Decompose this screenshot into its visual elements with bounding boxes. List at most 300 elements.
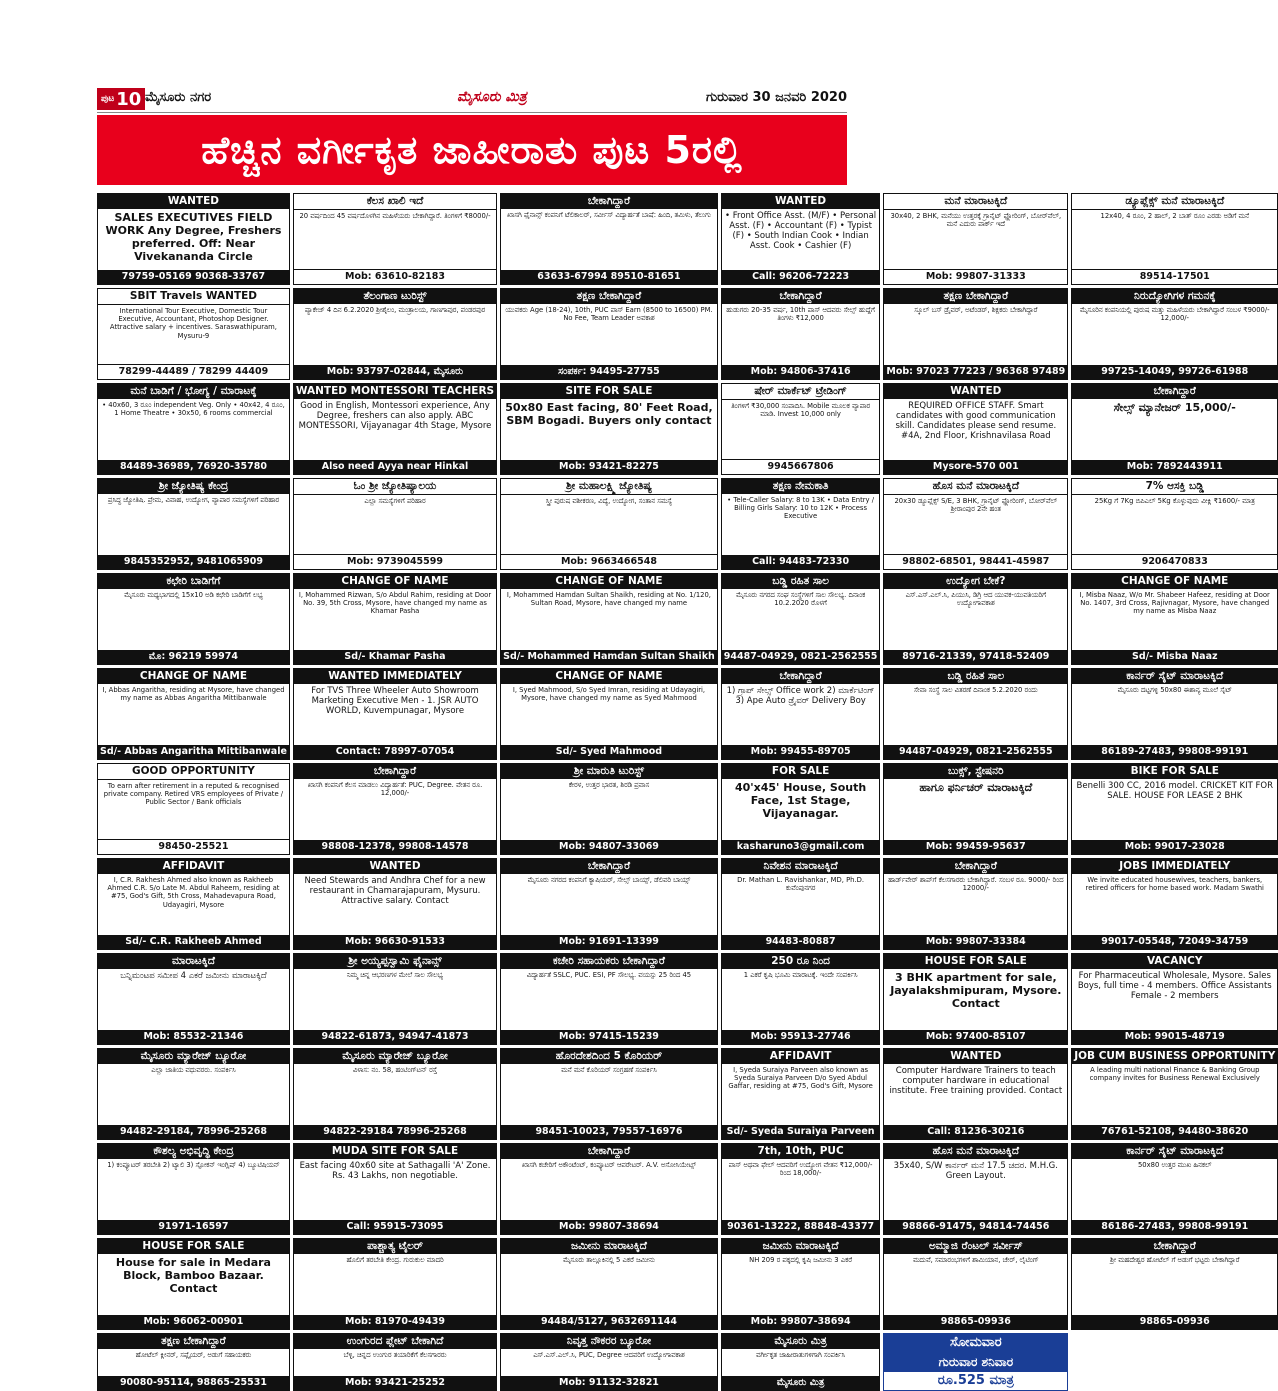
ad-contact: 9845352952, 9481065909: [98, 555, 289, 569]
ad-body: ಮೈಸೂರು ನಗರದ ಕಂಪನಿಗೆ ಕ್ಯಾಷಿಯರ್, ಸೇಲ್ಸ್ ಬಾಯ್ಸ್, ಡೆಲಿವರಿ ಬಾಯ್ಸ್: [527, 876, 691, 884]
classified-ad: [1071, 1048, 1278, 1140]
ad-contact: Sd/- Mohammed Hamdan Sultan Shaikh: [503, 651, 715, 662]
classified-ad: [1071, 573, 1278, 665]
ad-body: 40'x45' House, South Face, 1st Stage, Vijayanagar.: [734, 781, 867, 820]
classified-ad: [883, 1333, 1068, 1391]
ad-body: SALES EXECUTIVES FIELD WORK Any Degree, Freshers preferred. Off: Near Vivekananda Circle: [105, 211, 282, 263]
ad-title: ಮನೆ ಮಾರಾಟಕ್ಕಿದೆ: [884, 194, 1067, 210]
classified-ad: [1071, 288, 1278, 380]
classified-ad: [1071, 1238, 1278, 1330]
ad-title: CHANGE OF NAME: [1072, 574, 1277, 589]
ad-body: ಎಸ್.ಎಸ್.ಎಲ್.ಸಿ, PUC, Degree ಆದವರಿಗೆ ಉದ್ಯೋಗಾವಕಾಶ: [533, 1351, 685, 1359]
ad-title: JOB CUM BUSINESS OPPORTUNITY: [1074, 1050, 1276, 1062]
ad-body: 1) ಗ್ರಾಪ್ ಸೇಲ್ಸ್ Office work 2) ಮಾರ್ಕೆಟಿಂಗ್ 3) Ape Auto ಡ್ರೈವರ್ Delivery Boy: [726, 686, 875, 706]
ad-title: ಬೇಕಾಗಿದ್ದಾರೆ: [1072, 384, 1277, 399]
classified-ad: [97, 383, 290, 475]
ad-contact: 94822-61873, 94947-41873: [294, 1030, 496, 1044]
classified-ad: [97, 288, 290, 380]
ad-contact: Sd/- Khamar Pasha: [294, 650, 496, 664]
ad-body: ವಿದ್ಯಾರ್ಹತೆ SSLC, PUC. ESI, PF ಸೌಲಭ್ಯ. ವಯಸ್ಸು 25 ರಿಂದ 45: [526, 971, 692, 979]
classified-ad: [883, 953, 1068, 1045]
classified-ad: [883, 478, 1068, 570]
ad-contact: Also need Ayya near Hinkal: [294, 460, 496, 474]
ad-title: ಬಡ್ಡಿ ರಹಿತ ಸಾಲ: [722, 574, 880, 589]
classified-ad: [1071, 383, 1278, 475]
ad-body: ಖಾಸಗಿ ಫೈನಾನ್ಸ್ ಕಂಪನಿಗೆ ಟೆಲಿಕಾಲರ್, ಸರ್ವೀಸ್ ವಿದ್ಯಾರ್ಹತೆ ಬಾಷೆ: ಹಿಂದಿ, ತಮಿಳು, ತೆಲುಗು: [507, 211, 711, 219]
ad-contact: Sd/- C.R. Rakheeb Ahmed: [98, 935, 289, 949]
ad-body: ಖಾಸಗಿ ಕಂಪನಿಗೆ ಕೆಲಸ ಮಾಡಲು ವಿದ್ಯಾರ್ಹತೆ: PUC, Degree. ವೇತನ ರೂ. 12,000/-: [307, 781, 483, 798]
ad-body: 25Kg ಗೆ 7Kg ಬಿಪಿಎಲ್ 5Kg ಕೊಳ್ಳುವುದು ವೀಕ್ಲಿ ₹1600/- ಮಾತ್ರ: [1094, 497, 1255, 505]
ad-body: A leading multi national Finance & Banking Group company invites for Business Renewal Exclusively: [1089, 1066, 1260, 1083]
ad-title: ಪಾಶ್ಚಾತ್ಯ ಟೈಲರ್: [294, 1239, 496, 1254]
ad-title: ನಿವೃತ್ತ ನೌಕರರ ಬ್ಯೂರೋ: [501, 1334, 717, 1349]
ad-body: • Front Office Asst. (M/F) • Personal Asst. (F) • Accountant (F) • Typist (F) • South Indian Cook • Indian Asst. Cook • Cashier (F): [725, 211, 877, 251]
classified-ad: [97, 1238, 290, 1330]
ad-body: ಹಾರ್ಡ್‌ವೇರ್ ಶಾಪ್‌ಗೆ ಕೆಲಸಗಾರರು ಬೇಕಾಗಿದ್ದಾರೆ. ಸಂಬಳ ರೂ. 9000/- ರಿಂದ 12000/-: [888, 876, 1064, 893]
classified-ad: [883, 763, 1068, 855]
ad-body: REQUIRED OFFICE STAFF. Smart candidates with good communication skill. Candidates please send resume. #4A, 2nd Floor, Krishnavilasa Road: [895, 401, 1057, 441]
classified-ad: [883, 858, 1068, 950]
classified-ad: [500, 1238, 718, 1330]
ad-body: ಮೈಸೂರು ಮಧ್ಯಭಾಗದಲ್ಲಿ 15x10 ಅಡಿ ಕಛೇರಿ ಬಾಡಿಗೆಗೆ ಲಭ್ಯ: [124, 591, 263, 599]
ad-contact: Sd/- Abbas Angaritha Mittibanwale: [100, 746, 287, 757]
ad-contact: Mob: 94807-33069: [501, 840, 717, 854]
ad-title: ಕೆಲಸ ಖಾಲಿ ಇದೆ: [294, 194, 496, 210]
ad-body: ಶ್ರೀ ಮಹದೇಶ್ವರ ಹೋಟೆಲ್ ಗೆ ಅಡುಗೆ ಭಟ್ಟರು ಬೇಕಾಗಿದ್ದಾರೆ: [1110, 1256, 1240, 1264]
ad-body: ಮದುವೆ, ಸಮಾರಂಭಗಳಿಗೆ ಶಾಮಿಯಾನ, ಚೇರ್, ಲೈಟಿಂಗ್: [912, 1256, 1039, 1264]
ad-contact: Mob: 91691-13399: [501, 935, 717, 949]
ad-title: ಬುಕ್ಸ್, ಸ್ಟೇಷನರಿ: [884, 764, 1067, 779]
ad-title: ಉದ್ಯೋಗ ಬೇಕೆ?: [884, 574, 1067, 589]
ad-title: ಮಾರಾಟಕ್ಕಿದೆ: [98, 954, 289, 969]
ad-title: AFFIDAVIT: [98, 859, 289, 874]
classified-ads-grid: [97, 193, 1276, 1391]
classified-ad: [293, 763, 497, 855]
ad-title: ಉಂಗುರದ ಪ್ಲೇಟ್ ಬೇಕಾಗಿದೆ: [294, 1334, 496, 1349]
ad-title: ಬೇಕಾಗಿದ್ದಾರೆ: [501, 194, 717, 209]
ad-contact: Mob: 93797-02844, ಮೈಸೂರು: [294, 365, 496, 379]
classified-ad: [1071, 668, 1278, 760]
ad-title: ಹೊಸ ಮನೆ ಮಾರಾಟಕ್ಕಿದೆ: [884, 1144, 1067, 1159]
ad-contact: Call: 95915-73095: [294, 1220, 496, 1234]
ad-title: WANTED: [294, 859, 496, 874]
classified-ad: [500, 668, 718, 760]
classified-ad: [883, 573, 1068, 665]
ad-title: CHANGE OF NAME: [501, 574, 717, 589]
classified-ad: [1071, 478, 1278, 570]
ad-body: ಹಾಗೂ ಫರ್ನಿಚರ್ ಮಾರಾಟಕ್ಕಿದೆ: [919, 781, 1033, 794]
ad-contact: 84489-36989, 76920-35780: [98, 460, 289, 474]
classified-ad: [721, 193, 881, 285]
classified-ad: [293, 193, 497, 285]
classified-ad: [293, 573, 497, 665]
ad-body: 30x40, 2 BHK, ಮನೆಯು ಉತ್ತರಕ್ಕೆ ಗ್ರಾನೈಟ್ ಫ್ಲೋರಿಂಗ್, ಬೋರ್‌ವೆಲ್, ಮನೆ ಎದುರು ಪಾರ್ಕ್ ಇದೆ: [890, 212, 1062, 229]
ad-body: ಮೈಸೂರು ತಾಲ್ಲೂಕಿನಲ್ಲಿ 5 ಎಕರೆ ಜಮೀನು: [562, 1256, 655, 1264]
ad-contact: Mob: 93421-25252: [294, 1376, 496, 1390]
classified-ad: [721, 763, 881, 855]
classified-ad: [1071, 193, 1278, 285]
classified-ad: [97, 953, 290, 1045]
ad-contact: ರೂ.525 ಮಾತ್ರ: [884, 1372, 1067, 1390]
classified-ad: [721, 288, 881, 380]
ad-contact: 98866-91475, 94814-74456: [884, 1220, 1067, 1234]
classified-ad: [721, 1048, 881, 1140]
ad-contact: 99017-05548, 72049-34759: [1072, 935, 1277, 949]
classified-ad: [293, 383, 497, 475]
ad-title: JOBS IMMEDIATELY: [1072, 859, 1277, 874]
classified-ad: [721, 953, 881, 1045]
ad-body: ತಿಂಗಳಿಗೆ ₹30,000 ಸಂಪಾದಿಸಿ. Mobile ಮೂಲಕ ವ್ಯಾಪಾರ ಮಾಡಿ. Invest 10,000 only: [731, 402, 871, 419]
ad-title: CHANGE OF NAME: [294, 574, 496, 589]
ad-title: ಕೌಶಲ್ಯ ಅಭಿವೃದ್ಧಿ ಕೇಂದ್ರ: [98, 1144, 289, 1159]
ad-body: 1 ಎಕರೆ ಕೃಷಿ ಭೂಮಿ ಮಾರಾಟಕ್ಕೆ. ಇಂದೇ ಸಂಪರ್ಕಿಸಿ: [743, 971, 858, 979]
ad-title: ಓಂ ಶ್ರೀ ಜ್ಯೋತಿಷ್ಯಾಲಯ: [294, 479, 496, 495]
ad-contact: Mob: 99455-89705: [722, 745, 880, 759]
ad-contact: 98802-68501, 98441-45987: [884, 554, 1067, 569]
ad-title: ಮೈಸೂರು ಮ್ಯಾರೇಜ್ ಬ್ಯೂರೋ: [98, 1049, 289, 1064]
ad-body: 1) ಕಂಪ್ಯೂಟರ್ ತರಬೇತಿ 2) ಟ್ಯಾಲಿ 3) ಸ್ಪೋಕನ್ ಇಂಗ್ಲಿಷ್ 4) ಬ್ಯೂಟಿಷಿಯನ್: [107, 1161, 280, 1169]
ad-contact: 91971-16597: [98, 1220, 289, 1234]
classified-ad: [97, 763, 290, 855]
ad-contact: 90080-95114, 98865-25531: [98, 1376, 289, 1390]
classified-ad: [883, 1143, 1068, 1235]
classified-ad: [500, 193, 718, 285]
ad-body: ಪ್ರಸಿದ್ಧ ಜ್ಯೋತಿಷಿ. ಪ್ರೇಮ, ವಿವಾಹ, ಉದ್ಯೋಗ, ವ್ಯಾಪಾರ ಸಮಸ್ಯೆಗಳಿಗೆ ಪರಿಹಾರ: [107, 496, 280, 504]
ad-body: ಪಾಸ್ ಅಥವಾ ಫೇಲ್ ಆದವರಿಗೆ ಉದ್ಯೋಗ ವೇತನ ₹12,000/- ರಿಂದ 18,000/-: [728, 1161, 873, 1178]
ad-title: ಮನೆ ಬಾಡಿಗೆ / ಭೋಗ್ಯ / ಮಾರಾಟಕ್ಕೆ: [98, 384, 289, 399]
ad-contact: 79759-05169 90368-33767: [98, 270, 289, 284]
ad-title: ಕಾರ್ನರ್ ಸೈಟ್ ಮಾರಾಟಕ್ಕಿದೆ: [1072, 1144, 1277, 1159]
ad-body: ಎಸ್.ಎಸ್.ಎಲ್.ಸಿ, ಪಿಯುಸಿ, ಡಿಗ್ರಿ ಆದ ಯುವಕ-ಯುವತಿಯರಿಗೆ ಉದ್ಯೋಗಾವಕಾಶ: [905, 591, 1047, 608]
classified-ad: [293, 1238, 497, 1330]
ad-title: VACANCY: [1072, 954, 1277, 969]
classified-ad: [293, 668, 497, 760]
ad-body: Dr. Mathan L. Ravishankar, MD, Ph.D. ಕುವೆಂಪುನಗರ: [737, 876, 865, 893]
ad-body: East facing 40x60 site at Sathagalli 'A' Zone. Rs. 43 Lakhs, non negotiable.: [299, 1161, 491, 1181]
ad-contact: Mob: 99015-48719: [1072, 1030, 1277, 1044]
ad-body: ಮನೆ ಮನೆ ಕೊರಿಯರ್ ಸಂಗ್ರಹಣೆ ಸಂಪರ್ಕಿಸಿ: [561, 1066, 657, 1074]
classified-ad: [883, 288, 1068, 380]
ad-title: HOUSE FOR SALE: [98, 1239, 289, 1254]
ad-title: SITE FOR SALE: [501, 384, 717, 399]
ad-contact: Mob: 97415-15239: [501, 1030, 717, 1044]
classified-ad: [293, 1143, 497, 1235]
ad-body: 35x40, S/W ಕಾರ್ನರ್ ಮನೆ 17.5 ಚದರ. M.H.G. Green Layout.: [893, 1161, 1058, 1181]
classified-ad: [97, 1333, 290, 1391]
ad-body: 20 ವರ್ಷದಿಂದ 45 ವರ್ಷದೊಳಗಿನ ಮಹಿಳೆಯರು ಬೇಕಾಗಿದ್ದಾರೆ. ತಿಂಗಳಿಗೆ ₹8000/-: [299, 212, 491, 220]
ad-body: I, Mohammed Rizwan, S/o Abdul Rahim, residing at Door No. 39, 5th Cross, Mysore, have changed my name as Khamar Pasha: [298, 591, 492, 616]
ad-title: ಹೊಸ ಮನೆ ಮಾರಾಟಕ್ಕಿದೆ: [884, 479, 1067, 495]
ad-contact: 63633-67994 89510-81651: [501, 270, 717, 284]
ad-title: ಅಮ್ಮಾಜಿ ರೆಂಟಲ್ ಸರ್ವೀಸ್: [884, 1239, 1067, 1254]
ad-contact: Mob: 85532-21346: [98, 1030, 289, 1044]
ad-contact: 76761-52108, 94480-38620: [1072, 1125, 1277, 1139]
issue-date: ಗುರುವಾರ 30 ಜನವರಿ 2020: [705, 90, 847, 105]
ad-body: ಬೆಳ್ಳಿ, ಚಿನ್ನದ ಉಂಗುರ ತಯಾರಿಕೆಗೆ ಕೆಲಸಗಾರರು: [343, 1351, 447, 1359]
classified-ad: [500, 1048, 718, 1140]
ad-title: FOR SALE: [722, 764, 880, 779]
ad-title: ಬೇಕಾಗಿದ್ದಾರೆ: [501, 1144, 717, 1159]
page-number-box: [97, 88, 145, 110]
classified-ad: [883, 668, 1068, 760]
ad-body: ಹೋಟೆಲ್ ಕ್ಲೀನರ್, ಸಪ್ಲೈಯರ್, ಅಡುಗೆ ಸಹಾಯಕರು: [135, 1351, 252, 1359]
ad-body: I, Syeda Suraiya Parveen also known as Syeda Suraiya Parveen D/o Syed Abdul Gaffar, residing at #75, God's Gift, Mysore: [728, 1066, 873, 1091]
ad-body: ಸೇಲ್ಸ್ ಮ್ಯಾನೇಜರ್ 15,000/-: [1113, 401, 1236, 414]
ad-contact: Mob: 9663466548: [501, 554, 717, 569]
page-number: 10: [116, 88, 142, 110]
ad-title: CHANGE OF NAME: [98, 669, 289, 684]
ad-title: WANTED: [722, 194, 880, 209]
ad-contact: 89716-21339, 97418-52409: [884, 650, 1067, 664]
ad-title: ಬೇಕಾಗಿದ್ದಾರೆ: [501, 859, 717, 874]
banner-headline: ಹೆಚ್ಚಿನ ವರ್ಗೀಕೃತ ಜಾಹೀರಾತು ಪುಟ 5ರಲ್ಲಿ: [97, 115, 847, 185]
page-label: ಪುಟ: [101, 94, 115, 104]
ad-contact: 98450-25521: [98, 839, 289, 854]
ad-body: ಸ್ತ್ರೀ ಪುರುಷ ವಶೀಕರಣ, ವಿದ್ಯೆ, ಉದ್ಯೋಗ, ಸಂತಾನ ಸಮಸ್ಯೆ: [545, 497, 673, 505]
ad-contact: Call: 94483-72330: [722, 555, 880, 569]
ad-title: 7% ಆಸಕ್ತಿ ಬಡ್ಡಿ: [1072, 479, 1277, 495]
ad-body: House for sale in Medara Block, Bamboo Bazaar. Contact: [115, 1256, 271, 1295]
ad-body: Benelli 300 CC, 2016 model. CRICKET KIT FOR SALE. HOUSE FOR LEASE 2 BHK: [1076, 781, 1273, 801]
classified-ad: [1071, 953, 1278, 1045]
ad-title: ಶ್ರೀ ಜ್ಯೋತಿಷ್ಯ ಕೇಂದ್ರ: [98, 479, 289, 494]
ad-title: MUDA SITE FOR SALE: [294, 1144, 496, 1159]
ad-title: 250 ರೂ ನಿಂದ: [722, 954, 880, 969]
ad-body: • 40x60, 3 ರೂಂ independent Veg. Only • 40x42, 4 ರೂಂ, 1 Home Theatre • 30x50, 6 rooms commercial: [102, 401, 285, 418]
classified-ad: [500, 953, 718, 1045]
ad-title: WANTED: [884, 384, 1067, 399]
classified-ad: [293, 1048, 497, 1140]
page-header: [97, 86, 847, 113]
ad-title: WANTED: [884, 1049, 1067, 1064]
ad-contact: 89514-17501: [1072, 269, 1277, 284]
ad-body: ಗುರುವಾರ ಶನಿವಾರ: [938, 1355, 1014, 1369]
ad-title: ಷೇರ್ ಮಾರ್ಕೆಟ್ ಟ್ರೇಡಿಂಗ್: [722, 384, 880, 400]
ad-contact: ಮೈಸೂರು ಮಿತ್ರ: [722, 1376, 880, 1390]
classified-ad: [1071, 763, 1278, 855]
ad-contact: 99725-14049, 99726-61988: [1072, 365, 1277, 379]
classified-ad: [293, 953, 497, 1045]
ad-contact: Call: 96206-72223: [722, 270, 880, 284]
ad-body: Computer Hardware Trainers to teach computer hardware in educational institute. Free training provided. Contact: [889, 1066, 1063, 1096]
ad-title: ತಕ್ಷಣ ಬೇಕಾಗಿದ್ದಾರೆ: [501, 289, 717, 304]
ad-contact: Mob: 9739045599: [294, 554, 496, 569]
ad-title: ಜಮೀನು ಮಾರಾಟಕ್ಕಿದೆ: [501, 1239, 717, 1254]
ad-body: • Tele-Caller Salary: 8 to 13K • Data Entry / Billing Girls Salary: 10 to 12K • Process Executive: [727, 496, 875, 521]
classified-ad: [97, 1048, 290, 1140]
ad-contact: Mob: 99017-23028: [1072, 840, 1277, 854]
classified-ad: [500, 1143, 718, 1235]
ad-contact: 9206470833: [1072, 554, 1277, 569]
ad-contact: Sd/- Syeda Suraiya Parveen: [722, 1125, 880, 1139]
ad-body: To earn after retirement in a reputed & recognised private company. Retired VRS employees of Private / Public Sector / Bank officials: [103, 782, 284, 807]
ad-contact: Mob: 7892443911: [1072, 460, 1277, 474]
classified-ad: [883, 1238, 1068, 1330]
classified-ad: [721, 1143, 881, 1235]
ad-contact: ಸಂಪರ್ಕ: 94495-27755: [501, 365, 717, 379]
classified-ad: [1071, 1143, 1278, 1235]
ad-contact: 98451-10023, 79557-16976: [501, 1125, 717, 1139]
city-edition: ಮೈಸೂರು ನಗರ: [145, 90, 212, 105]
ad-title: WANTED MONTESSORI TEACHERS: [295, 385, 495, 397]
ad-body: ಎಲ್ಲಾ ಜಾತಿಯ ವಧುವರರು. ಸಂಪರ್ಕಿಸಿ: [151, 1066, 236, 1074]
ad-title: ನಿರುದ್ಯೋಗಿಗಳ ಗಮನಕ್ಕೆ: [1072, 289, 1277, 304]
ad-body: ಎಲ್ಲಾ ಸಮಸ್ಯೆಗಳಿಗೆ ಪರಿಹಾರ: [364, 497, 426, 505]
ad-title: ಮೈಸೂರು ಮ್ಯಾರೇಜ್ ಬ್ಯೂರೋ: [294, 1049, 496, 1064]
ad-body: I, Misba Naaz, W/o Mr. Shabeer Hafeez, residing at Door No. 1407, 3rd Cross, Rajivnagar, Mysore, have changed my name as Misba Naaz: [1079, 591, 1270, 616]
ad-contact: 98865-09936: [884, 1315, 1067, 1329]
ad-body: ಮೈಸೂರು ದಟ್ಟಗಳ್ಳಿ 50x80 ಈಶಾನ್ಯ ಮೂಲೆ ಸೈಟ್: [1117, 686, 1232, 694]
classified-ad: [883, 193, 1068, 285]
classified-ad: [293, 1333, 497, 1391]
ad-body: International Tour Executive, Domestic Tour Executive, Accountant, Photoshop Designer. Attractive salary + incentives. Saraswathipuram, Mysuru-9: [109, 307, 277, 340]
ad-title: ಹೊರದೇಶದಿಂದ 5 ಕೊರಿಯರ್: [501, 1049, 717, 1064]
classified-ad: [97, 668, 290, 760]
ad-title: ಜಮೀನು ಮಾರಾಟಕ್ಕಿದೆ: [722, 1239, 880, 1254]
ad-title: ಬೇಕಾಗಿದ್ದಾರೆ: [1072, 1239, 1277, 1254]
ad-title: ತಕ್ಷಣ ಬೇಕಾಗಿದ್ದಾರೆ: [98, 1334, 289, 1349]
classified-ad: [721, 1333, 881, 1391]
ad-contact: 98865-09936: [1072, 1315, 1277, 1329]
ad-body: ಮೈಸೂರಿನ ಕಂಪನಿಯಲ್ಲಿ ಪುರುಷ ಮತ್ತು ಮಹಿಳೆಯರು ಬೇಕಾಗಿದ್ದಾರೆ ಸಂಬಳ ₹9000/- 12,000/-: [1079, 306, 1270, 323]
ad-body: For Pharmaceutical Wholesale, Mysore. Sales Boys, full time - 4 members. Office Assistants Female - 2 members: [1077, 971, 1272, 1001]
classified-ad: [97, 1143, 290, 1235]
classified-ad: [500, 383, 718, 475]
classified-ad: [721, 478, 881, 570]
ad-contact: 86186-27483, 99808-99191: [1072, 1220, 1277, 1234]
ad-body: ವಿಳಾಸ: ನಂ. 58, ಹಂಟಿಂಗ್‌ಟನ್ ರಸ್ತೆ: [352, 1066, 438, 1074]
ad-contact: 94482-29184, 78996-25268: [98, 1125, 289, 1139]
ad-contact: 94822-29184 78996-25268: [294, 1125, 496, 1139]
ad-contact: 94484/5127, 9632691144: [501, 1315, 717, 1329]
classified-ad: [721, 858, 881, 950]
ad-body: We invite educated housewives, teachers, bankers, retired officers for home based work. Madam Swathi: [1085, 876, 1264, 893]
ad-contact: 94483-80887: [722, 935, 880, 949]
ad-contact: Mob: 99459-95637: [884, 840, 1067, 854]
ad-title: ತಕ್ಷಣ ನೇಮಕಾತಿ: [722, 479, 880, 494]
ad-body: 12x40, 4 ರೂಂ, 2 ಹಾಲ್, 2 ಬಾತ್ ರೂಂ ಎರಡು ಅಡಿಗೆ ಮನೆ: [1100, 212, 1250, 220]
ad-body: 3 BHK apartment for sale, Jayalakshmipuram, Mysore. Contact: [890, 971, 1062, 1010]
ad-body: 20x30 ಡ್ಯೂಪ್ಲೆಕ್ಸ್ S/E, 3 BHK, ಗ್ರಾನೈಟ್ ಫ್ಲೋರಿಂಗ್, ಬೋರ್‌ವೆಲ್ ಶ್ರೀರಾಂಪುರ 2ನೇ ಹಂತ: [894, 497, 1058, 514]
ad-body: ಸೇವಾ ಸಂಸ್ಥೆ ಸಾಲ ವಿತರಣೆ ದಿನಾಂಕ 5.2.2020 ರಂದು: [913, 686, 1038, 694]
classified-ad: [1071, 858, 1278, 950]
ad-contact: Mob: 97400-85107: [884, 1030, 1067, 1044]
ad-contact: kasharuno3@gmail.com: [722, 840, 880, 854]
classified-ad: [721, 668, 881, 760]
ad-contact: Mob: 63610-82183: [294, 269, 496, 284]
ad-contact: Mob: 97023 77223 / 96368 97489: [886, 366, 1066, 377]
ad-title: ಸೋಮವಾರ: [884, 1334, 1067, 1352]
ad-contact: Mob: 91132-32821: [501, 1376, 717, 1390]
ad-title: ಬೇಕಾಗಿದ್ದಾರೆ: [722, 289, 880, 304]
ad-contact: Contact: 78997-07054: [294, 745, 496, 759]
ad-title: ಶ್ರೀ ಮಾರುತಿ ಟುರಿಸ್ಟ್: [501, 764, 717, 779]
ad-body: ಖಾಸಗಿ ಕಚೇರಿಗೆ ಅಕೌಂಟೆಂಟ್, ಕಂಪ್ಯೂಟರ್ ಆಪರೇಟರ್. A.V. ಅಸೋಸಿಯೇಟ್ಸ್: [521, 1161, 696, 1169]
classified-ad: [500, 763, 718, 855]
ad-body: ಸ್ಕೂಲ್ ಬಸ್ ಡ್ರೈವರ್, ಅಟೆಂಡರ್, ಶಿಕ್ಷಕರು ಬೇಕಾಗಿದ್ದಾರೆ: [914, 306, 1038, 314]
ad-title: ಬೇಕಾಗಿದ್ದಾರೆ: [294, 764, 496, 779]
ad-contact: 86189-27483, 99808-99191: [1072, 745, 1277, 759]
ad-body: I, C.R. Rakhesh Ahmed also known as Rakheeb Ahmed C.R. S/o Late M. Abdul Raheem, residing at #75, God's Gift, 5th Cross, Mahadevapura Road, Udayagiri, Mysore: [107, 876, 280, 909]
ad-title: ಮೈಸೂರು ಮಿತ್ರ: [722, 1334, 880, 1349]
ad-title: 7th, 10th, PUC: [722, 1144, 880, 1159]
classified-ad: [500, 288, 718, 380]
ad-body: I, Syed Mahmood, S/o Syed Imran, residing at Udayagiri, Mysore, have changed my name as Syed Mahmood: [512, 686, 706, 703]
classified-ad: [293, 288, 497, 380]
ad-contact: Mysore-570 001: [884, 460, 1067, 474]
ad-title: GOOD OPPORTUNITY: [98, 764, 289, 780]
ad-contact: 94487-04929, 0821-2562555: [723, 651, 878, 662]
ad-body: 50x80 East facing, 80' Feet Road, SBM Bogadi. Buyers only contact: [505, 401, 713, 427]
ad-title: ಬಡ್ಡಿ ರಹಿತ ಸಾಲ: [884, 669, 1067, 684]
ad-title: ನಿವೇಶನ ಮಾರಾಟಕ್ಕಿದೆ: [722, 859, 880, 874]
ad-contact: Mob: 99807-31333: [884, 269, 1067, 284]
ad-body: ಪ್ಯಾಕೇಜ್ 4 ದಿನ 6.2.2020 ಶ್ರೀಶೈಲಂ, ಮಂತ್ರಾಲಯ, ಗಾಣಗಾಪುರ, ಪಂಡರಪುರ: [304, 306, 486, 314]
ad-title: CHANGE OF NAME: [501, 669, 717, 684]
ad-title: ಡ್ಯೂಪ್ಲೆಕ್ಸ್ ಮನೆ ಮಾರಾಟಕ್ಕಿದೆ: [1072, 194, 1277, 210]
ad-body: ಕೇರಳ, ಉತ್ತರ ಭಾರತ, ಶಿರಡಿ ಪ್ರವಾಸ: [568, 781, 650, 789]
classified-ad: [500, 573, 718, 665]
ad-contact: Mob: 99807-38694: [722, 1315, 880, 1329]
ad-title: ಕಚೇರಿ ಸಹಾಯಕರು ಬೇಕಾಗಿದ್ದಾರೆ: [501, 954, 717, 969]
ad-contact: Mob: 99807-33384: [884, 935, 1067, 949]
ad-body: ಹೊಲಿಗೆ ತರಬೇತಿ ಕೇಂದ್ರ. ಗುರುಕುಲ ಮಾದರಿ: [346, 1256, 444, 1264]
classified-ad: [721, 383, 881, 475]
ad-body: Need Stewards and Andhra Chef for a new restaurant in Chamarajapuram, Mysuru. Attractive salary. Contact: [304, 876, 486, 906]
ad-title: HOUSE FOR SALE: [884, 954, 1067, 969]
classified-ad: [97, 478, 290, 570]
ad-body: 50x80 ಉತ್ತರ ಮುಖ ಹಿನಕಲ್: [1137, 1161, 1212, 1169]
newspaper-title: ಮೈಸೂರು ಮಿತ್ರ: [457, 89, 527, 105]
ad-contact: Sd/- Misba Naaz: [1072, 650, 1277, 664]
ad-contact: 78299-44489 / 78299 44409: [98, 364, 289, 379]
ad-body: ಯುವಕರು Age (18-24), 10th, PUC ಪಾಸ್ Earn (8500 to 16500) PM. No Fee, Team Leader ಅವಕಾಶ: [505, 306, 713, 323]
ad-body: For TVS Three Wheeler Auto Showroom Marketing Executive Men - 1. JSR AUTO WORLD, Kuvempunagar, Mysore: [311, 686, 479, 716]
ad-body: ಬನ್ನಿಮಂಟಪ ಸಮೀಪ 4 ಎಕರೆ ಜಮೀನು ಮಾರಾಟಕ್ಕಿದೆ: [120, 971, 267, 981]
ad-body: ವರ್ಗೀಕೃತ ಜಾಹೀರಾತುಗಳಿಗಾಗಿ ಸಂಪರ್ಕಿಸಿ: [756, 1351, 846, 1359]
ad-body: Good in English, Montessori experience, Any Degree, freshers can also apply. ABC MONTESSORI, Vijayanagar 4th Stage, Mysore: [298, 401, 492, 431]
ad-contact: Mob: 81970-49439: [294, 1315, 496, 1329]
ad-title: BIKE FOR SALE: [1072, 764, 1277, 779]
ad-title: ಬೇಕಾಗಿದ್ದಾರೆ: [722, 669, 880, 684]
ad-contact: Mob: 93421-82275: [501, 460, 717, 474]
ad-body: I, Abbas Angaritha, residing at Mysore, have changed my name as Abbas Angaritha Mittibanwale: [102, 686, 285, 703]
ad-contact: Mob: 96630-91533: [294, 935, 496, 949]
classified-ad: [500, 478, 718, 570]
ad-body: ನಿಮ್ಮ ಚಿನ್ನ ಆಭರಣಗಳ ಮೇಲೆ ಸಾಲ ಸೌಲಭ್ಯ: [346, 971, 444, 979]
classified-ad: [721, 1238, 881, 1330]
ad-contact: 94487-04929, 0821-2562555: [884, 745, 1067, 759]
ad-contact: ಮೊ: 96219 59974: [98, 650, 289, 664]
ad-contact: Mob: 95913-27746: [722, 1030, 880, 1044]
classified-ad: [721, 573, 881, 665]
ad-body: ಮೈಸೂರು ನಗರದ ಸಂಘ ಸಂಸ್ಥೆಗಳಿಗೆ ಸಾಲ ಸೌಲಭ್ಯ. ದಿನಾಂಕ 10.2.2020 ರೊಳಗೆ: [736, 591, 866, 608]
classified-ad: [500, 858, 718, 950]
ad-title: ಶ್ರೀ ಮಹಾಲಕ್ಷ್ಮಿ ಜ್ಯೋತಿಷ್ಯ: [501, 479, 717, 495]
classified-ad: [293, 478, 497, 570]
classified-ad: [883, 383, 1068, 475]
ad-title: ತಕ್ಷಣ ಬೇಕಾಗಿದ್ದಾರೆ: [884, 289, 1067, 304]
ad-contact: Sd/- Syed Mahmood: [501, 745, 717, 759]
ad-contact: Call: 81236-30216: [884, 1125, 1067, 1139]
newspaper-page: [97, 86, 1276, 1388]
ad-title: WANTED: [98, 194, 289, 209]
ad-contact: Mob: 96062-00901: [98, 1315, 289, 1329]
classified-ad: [500, 1333, 718, 1391]
ad-contact: Mob: 99807-38694: [501, 1220, 717, 1234]
ad-body: I, Mohammed Hamdan Sultan Shaikh, residing at No. 1/120, Sultan Road, Mysore, have changed my name: [506, 591, 711, 608]
ad-body: ಹುಡುಗರು 20-35 ವರ್ಷ, 10th ಪಾಸ್ ಆದವರು ಸೇಲ್ಸ್ ಹುದ್ದೆಗೆ ತಿಂಗಳು ₹12,000: [726, 306, 875, 323]
